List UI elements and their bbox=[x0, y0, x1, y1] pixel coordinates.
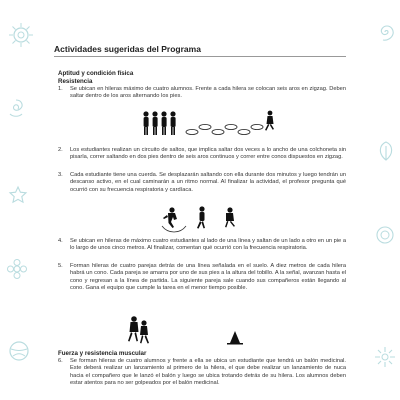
activity-item-5 bbox=[58, 263, 346, 292]
section-subheading-resistencia: Resistencia bbox=[58, 78, 93, 85]
item-number: 6. bbox=[58, 358, 63, 364]
sun-doodle-icon bbox=[8, 22, 34, 48]
pair-race-illustration bbox=[124, 314, 244, 346]
item-text: Se ubican en hileras máximo de cuatro alumnos. Frente a cada hilera se colocan seis aros en zigzag. Deben saltar dentro de los aros alternando los pies. bbox=[70, 86, 346, 100]
section-heading-fuerza: Fuerza y resistencia muscular bbox=[58, 350, 147, 357]
item-text: Se forman hileras de cuatro alumnos y frente a ella se ubica un estudiante que tendrá un balón medicinal. Este deberá realizar un lanzamiento al primero de la hilera, el que debe realizar un lanzamiento de nuca hacia el compañero que le lanzó el balón y luego se ubica trotando detrás de su hilera. Los alumnos deben estar atentos para no ser golpeados por el balón medicinal. bbox=[70, 358, 346, 386]
item-text: Se ubican en hileras de máximo cuatro estudiantes al lado de una línea y saltan de un lado a otro en un pie a lo largo de unos cinco metros. Al finalizar, comentan qué ocurrió con la frecuencia respiratoria. bbox=[70, 238, 346, 252]
star-doodle-icon bbox=[8, 185, 28, 205]
item-number: 5. bbox=[58, 263, 63, 269]
flower-doodle-icon bbox=[6, 258, 28, 280]
activity-item-6 bbox=[58, 358, 346, 387]
item-text: Forman hileras de cuatro parejas detrás de una línea señalada en el suelo. A diez metros de cada hilera habrá un cono. Cada pareja se amarra por uno de sus pies a la altura del tobillo. A la señal, avanzan hasta el cono y regresan a la línea de partida. La siguiente pareja sale cuando sus compañeros están llegando al cono. Gana el equipo que cumple la tarea en el menor tiempo posible. bbox=[70, 263, 346, 291]
title-divider bbox=[54, 56, 346, 57]
page-title: Actividades sugeridas del Programa bbox=[54, 44, 201, 54]
activity-item-3 bbox=[58, 172, 346, 194]
burst-doodle-icon bbox=[374, 346, 396, 368]
item-number: 4. bbox=[58, 238, 63, 244]
section-heading-aptitud: Aptitud y condición física bbox=[58, 70, 134, 77]
item-text: Cada estudiante tiene una cuerda. Se desplazarán saltando con ella durante dos minutos y luego tendrán un descanso activo, en el cual caminarán a un ritmo normal. Al finalizar la actividad, el profesor pregunta qué ocurrió con su frecuencia respiratoria y cardíaca. bbox=[70, 172, 346, 193]
item-number: 1. bbox=[58, 86, 63, 92]
ball-doodle-icon bbox=[8, 340, 30, 362]
circle-doodle-icon bbox=[375, 225, 395, 245]
item-text: Los estudiantes realizan un circuito de saltos, que implica saltar dos veces a lo ancho de una colchoneta sin pisarla, correr saltando en dos pies dentro de seis aros continuos y correr entre conos dispuestos en zigzag. bbox=[70, 147, 346, 161]
leaf-doodle-icon bbox=[376, 140, 396, 162]
spiral-doodle-icon bbox=[374, 20, 396, 44]
activity-item-4 bbox=[58, 238, 346, 253]
swirl-doodle-icon bbox=[6, 98, 26, 120]
activity-item-1 bbox=[58, 86, 346, 101]
activity-item-2 bbox=[58, 147, 346, 162]
item-number: 3. bbox=[58, 172, 63, 178]
item-number: 2. bbox=[58, 147, 63, 153]
jump-rope-illustration bbox=[160, 204, 242, 234]
hoops-illustration bbox=[142, 110, 282, 140]
